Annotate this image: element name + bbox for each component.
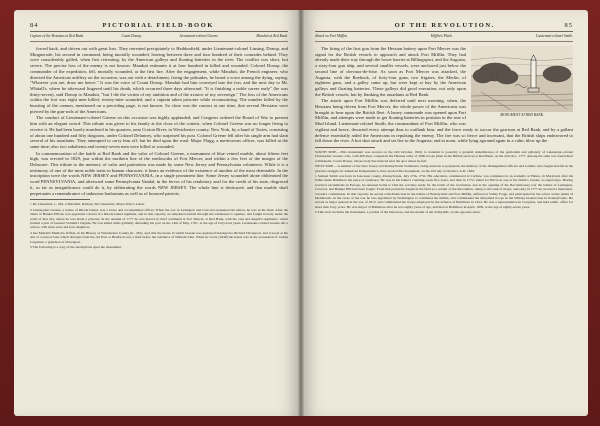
footnote: 3 Christopher Greene, a native of Rhode Island, was a brave and accomplished officer. When the war in Lexington and Concord awakened the nation, he was in the field. After the battle of Bunker Hill he was appointed colonel of a Rhode Island regiment, and in that capacity accompanied Arnold through the wilderness to Quebec, and fought bravely under the walls of that city, where he was made a prisoner. In the autumn of 1777 he was placed in chief command at Fort Mercer, at Red Bank, with his own and Angell's regiments, which formed a part of General Varnum's brigade. He was killed while gallantly defending his post on the 14th of May, 1781, at the age of forty-four years. Lieutenant-colonel Greene left a widow, with three sons and four daughters. xyxy=(30,207,288,230)
footnote: SOUTH SIDE.—This monument was erected on the 22d October, 1829, to transmit to posterity a grateful remembrance of the patriotism and gallantry of Lieutenant-colonel Christopher Greene, who, with 400 men, conquered the Hessian army of 2000 troops (then in the British service) at Red Bank, on the 22d Oct., 1777. Among the slain was found their commander, Count Donop, whose body lies interred near the spot where he fell. xyxy=(315,149,573,163)
paragraph: In commemoration of the battle at Red Bank and the valor of Colonel Greene, a monument of blue veined marble, about fifteen feet high, was erected in 1829, just within the northern line of the earthworks of Fort Mercer, and within a few feet of the margin of the Delaware. This tribute to the memory of valor and patriotism was made by some New Jersey and Pennsylvania volunteers. While it is a testimony of one of the most noble traits in human character, it bears an evidence of the existence of another of the most detestable. In the inscription were the words NEW JERSEY and PENNSYLVANIA, in a single prominent line. Some Jersey scoundrel alone obliterated the word PENNSYLVANIA, and afterward some Pennsylvania Vandal, in the fervor of his retaliatory zeal for the credit of his state, disgraced it, so far as insignificance could do it, by obliterating the words NEW JERSEY. The whole line is destroyed; and that marble shaft perpetuates a remembrance of unknown barbarians as well as of honored patriots. xyxy=(30,150,288,196)
footnotes xyxy=(30,202,288,249)
paragraph: The attack upon Fort Mifflin was deferred until next morning, when, the Hessians being driven from Fort Mercer, the whole power of the Americans was brought to bear upon the British fleet. A heavy cannonade was opened upon Fort Mifflin, and attempts were made to get floating batteries in position in the rear of Mud Island. Lieutenant-colonel Smith, the commandant of Fort Mifflin, who was vigilant and brave, thwarted every attempt thus to outflank him; and the force ready to succor the garrison at Red Bank, and by a gallant defence essentially aided the Americans in repulsing the enemy. The fire was so fierce and incessant, that the British ships endeavored to fall down the river. A hot shot struck and set fire to the Augusta; and at noon, while lying aground again in a calm, blew up the xyxy=(315,98,573,144)
footnote: WEST SIDE.—A number of the New Jersey and Pennsylvania Volunteers, being desirous to perpetuate the memory of the distinguished officers and soldiers who fought and fell in the glorious struggle for American Independence, have erected this monument, on the 22d day of October, A.D. 1829. xyxy=(315,164,573,173)
subhead: Lieutenant-colonel Smith. xyxy=(535,34,573,38)
page-number: 84 xyxy=(30,22,39,29)
body-text xyxy=(315,46,573,144)
right-page-content xyxy=(315,22,573,216)
subhead: Mauduit at Red Bank. xyxy=(256,34,288,38)
subhead: Capture of the Hessians at Red Bank. xyxy=(30,34,84,38)
page-number: 85 xyxy=(564,22,573,29)
paragraph: forced back, and driven out with great loss. They retreated precipitately to Haddonfield, under Lieutenant-colonel Linsing, Donop, and Minguerode, his second in command, being mortally wounded, leaving between three and four hundred of their comrades behind. They were considerably galled, when first retreating, by the American galleys and floating batteries in the river. The conflict was short, but severe. The precise loss of the enemy is not known. Mauduit estimates it at four hundred in killed and wounded. Colonel Donop, the commander of the expedition, fell, mortally wounded, at the first fire. After the engagement, while Mauduit, the French engineer, who directed the American artillery on the occasion, was out with a detachment, fixing the palisades, he heard a voice among the dying, saying, "Whoever you are, draw me hence." It was the voice of Count Donop. Mauduit had him conveyed into the fort, and the next day to Mr. Whitall's, where he afterward lingered until his death, which occurred three days afterward. "It is finishing a noble career early" (he was thirty-seven), said Donop to Mauduit, "but I die the victim of my ambition and of the avarice of my sovereign." The loss of the Americans within the fort was eight men killed; twenty-nine wounded, and a captain taken prisoner while reconnoitring. The number killed by the bursting of the cannon, mentioned on a preceding page, is not known. So close was the contact at one time, that several Hessians were pierced by the gun-rods of the Americans. xyxy=(30,46,288,114)
left-page-content xyxy=(30,22,288,250)
topic-subheads xyxy=(30,32,288,42)
topic-subheads xyxy=(315,32,573,42)
subhead: Mifflin's Pluck. xyxy=(430,34,453,38)
subhead: Count Donop. xyxy=(121,34,142,38)
running-title: OF THE REVOLUTION. xyxy=(394,22,495,29)
left-page xyxy=(14,10,301,416)
paragraph: The firing of the first gun from the Hessian battery upon Fort Mercer was the signal for the British vessels to approach and attack Fort Mifflin. They had already made their way through the lower barrier at Billingsport, and the Augusta, a sixty-four gun ship, and several smaller vessels, were anchored just below the second line of chevaux-de-frise. As soon as Fort Mercer was attacked, the Augusta, with the Roebuck, of forty-four guns, two frigates, the Merlin, of eighteen guns, and a galley came up, but were kept at bay by the American galleys and floating batteries. These galleys did good execution, not only upon the British vessels, but by flanking the assailants at Red Bank. xyxy=(315,46,466,97)
footnote-rule xyxy=(30,199,90,200)
running-head xyxy=(315,22,573,32)
footnote: 1 Samuel Smith was born in Lancaster county, Pennsylvania, July 27th, 1752. His education, commenced at Carlisle, was completed at an academy at Elkton, in Maryland, after his father made Baltimore his place of residence. He was in his father's counting-room five years, and then in 1772, sailed for Havre in one of his father's vessels, as supercargo. Having received excitements in Europe, he returned home to find the colonies ready for the battle of the revolution, and at the opening of the Revolutionary war the battles of Lexington, Concord, and Bunker Hill had been fought. From that period he fought in the field as a soldier of the Revolution, rising to the rank of major, and early in 1777 he received a lieutenant-colonel's commission. In that capacity he served with distinction in the battles of Brandywine and Fort Mifflin, suffered at Valley Forge, and participated in the action on the plains of Monmouth. At the close of the war he was appointed by Washington to command the militia, and commanded the Maryland troops in the Whisky Insurrection in Pennsylvania. He served as major general in the war of 1812, and commanded the troops employed in the defence of Baltimore in 1814. He was a representative in Congress, and held public office for more than forty years. He was mayor of Baltimore after he was eighty years of age, and died at Baltimore in April, 1839, at the age of eighty-seven years. xyxy=(315,173,573,209)
footnote: 1 De Chastellux, i., 264. 2 Marshall. Ramsay. De Chastellux. Major Waer's Letter. xyxy=(30,202,145,207)
subhead: Lieutenant-colonel Greene. xyxy=(179,34,219,38)
monument-figure xyxy=(471,46,573,119)
footnote: 2 This view includes the monument, a portion of the Delaware, and the mouth of the Schuylkill, on the opposite shore. xyxy=(315,210,481,215)
paragraph: The conduct of Lieutenant-colonel Greene on this occasion was highly applauded, and Congress ordered the Board of War to present him with an elegant sword. This tribute was given to his family at the close of the contest, when Colonel Greene was no longer living to receive it. He had been barely murdered in his quarters, near Croton River, in Westchester county, New York, by a band of Tories, consisting of about one hundred and fifty dragoons, under Colonel Delancey, who surprised his post. Colonel Greene fell after his single arm had slain several of his assailants. They attempted to carry him off, but he died upon the road. Major Flagg, a meritorious officer, was killed at the same time; also two subalterns and twenty-seven men were killed or wounded. xyxy=(30,115,288,149)
book-gutter xyxy=(298,10,304,416)
running-head xyxy=(30,22,288,32)
footnote: 5 The following is a copy of the inscriptions upon the monument. xyxy=(30,244,122,249)
subhead: Attack on Fort Mifflin. xyxy=(315,34,348,38)
right-page xyxy=(301,10,588,416)
monument-engraving xyxy=(471,46,573,112)
figure-caption: MONUMENT AT RED BANK. xyxy=(500,113,544,117)
footnotes xyxy=(315,150,573,215)
body-text xyxy=(30,46,288,196)
open-book xyxy=(14,10,588,416)
running-title: PICTORIAL FIELD-BOOK xyxy=(102,22,215,29)
footnote-rule xyxy=(315,147,375,148)
footnote: 4 See Maudit's Memoirs. Rifton, in his History of Westchester County (ii., 281), says that the house in which Greene was quartered belonged to Richard Davenport, and it stood at the end of a narrow lane which diverges from the old Post or Bedford road, a mile below the residence of William Linn. When he wrote (1848) the house was in the possession of Joshua Carpenter, a grandson of Davenport. xyxy=(30,230,288,244)
